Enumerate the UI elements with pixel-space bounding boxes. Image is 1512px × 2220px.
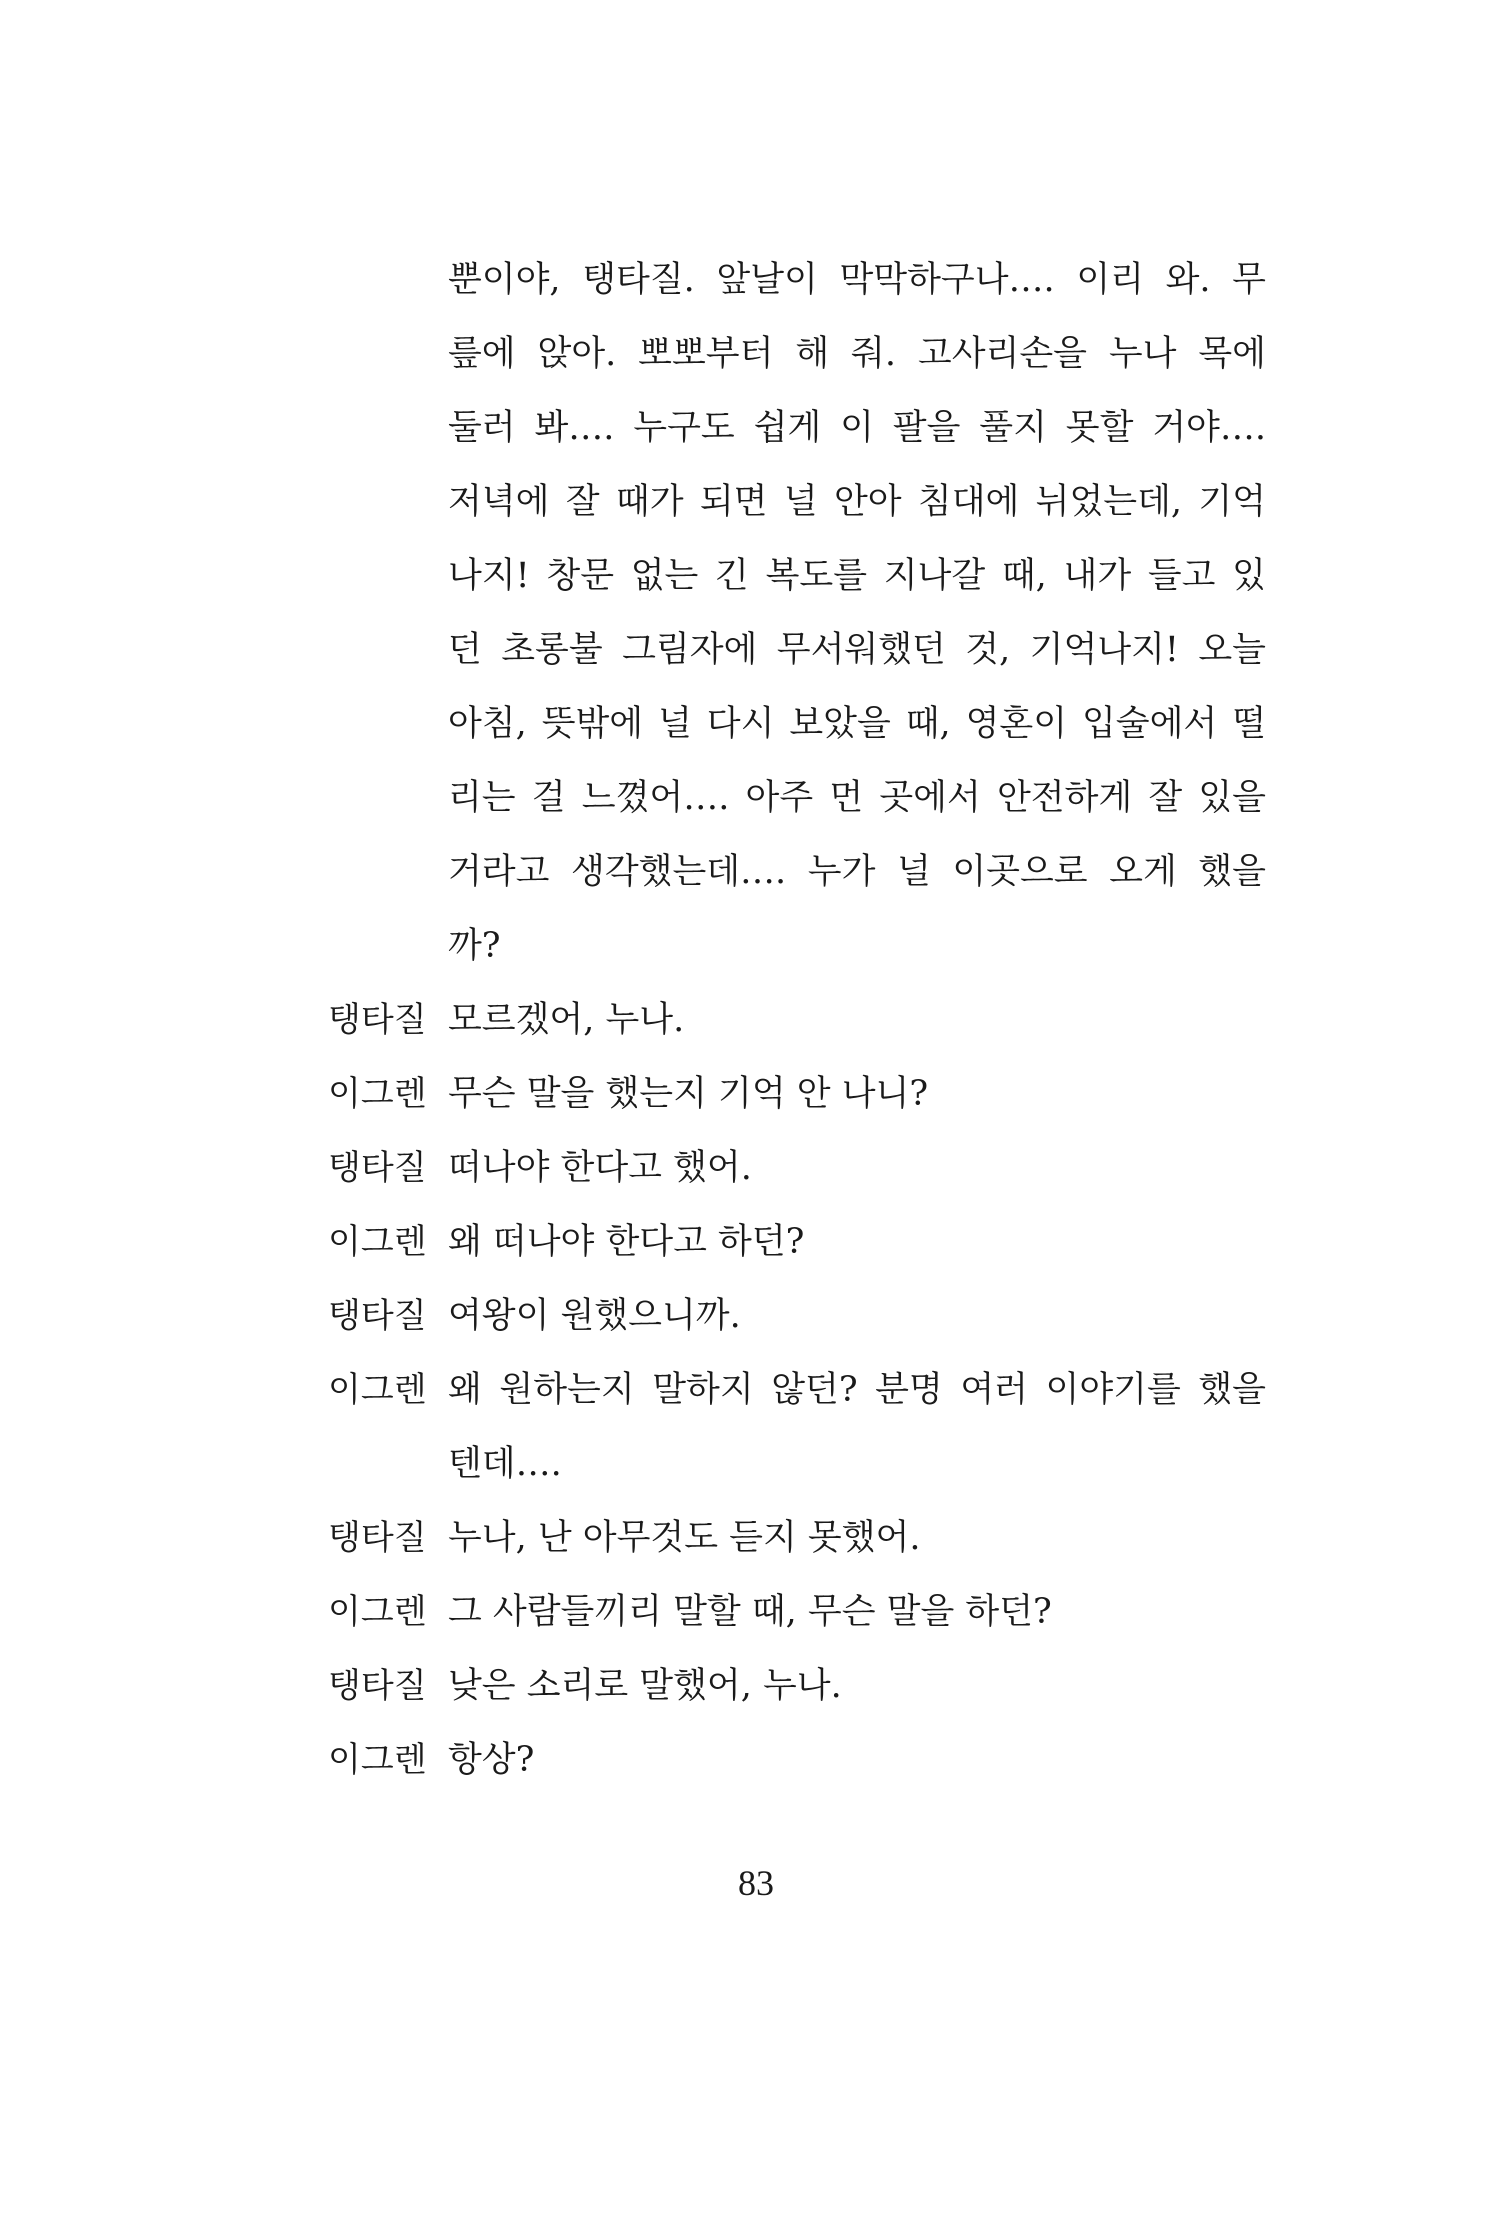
dialogue-text: 던 초롱불 그림자에 무서워했던 것, 기억나지! 오늘 [448, 630, 1266, 670]
dialogue-line [328, 539, 1268, 613]
dialogue-line [328, 909, 1268, 983]
play-script-body [328, 243, 1268, 1797]
dialogue-line [328, 1353, 1268, 1427]
dialogue-text: 저녁에 잘 때가 되면 널 안아 침대에 뉘었는데, 기억 [448, 482, 1266, 522]
dialogue-text: 누나, 난 아무것도 듣지 못했어. [448, 1518, 921, 1558]
dialogue-text: 뿐이야, 탱타질. 앞날이 막막하구나…. 이리 와. 무 [448, 260, 1266, 300]
dialogue-line [328, 1205, 1268, 1279]
dialogue-line [328, 1501, 1268, 1575]
dialogue-text: 그 사람들끼리 말할 때, 무슨 말을 하던? [448, 1592, 1052, 1632]
speaker-name: 이그렌 [328, 1740, 427, 1780]
speaker-name: 탱타질 [328, 1000, 427, 1040]
speaker-name: 탱타질 [328, 1518, 427, 1558]
speaker-name: 이그렌 [328, 1592, 427, 1632]
dialogue-text: 리는 걸 느꼈어…. 아주 먼 곳에서 안전하게 잘 있을 [448, 778, 1266, 818]
dialogue-line [328, 983, 1268, 1057]
speaker-name: 탱타질 [328, 1666, 427, 1706]
dialogue-text: 왜 떠나야 한다고 하던? [448, 1222, 805, 1262]
dialogue-text: 무슨 말을 했는지 기억 안 나니? [448, 1074, 929, 1114]
dialogue-line [328, 1427, 1268, 1501]
dialogue-text: 나지! 창문 없는 긴 복도를 지나갈 때, 내가 들고 있 [448, 556, 1266, 596]
speaker-name: 탱타질 [328, 1148, 427, 1188]
dialogue-line [328, 1279, 1268, 1353]
dialogue-line [328, 317, 1268, 391]
dialogue-text: 떠나야 한다고 했어. [448, 1148, 752, 1188]
speaker-name: 탱타질 [328, 1296, 427, 1336]
dialogue-text: 릎에 앉아. 뽀뽀부터 해 줘. 고사리손을 누나 목에 [448, 334, 1266, 374]
dialogue-text: 텐데…. [448, 1444, 562, 1484]
dialogue-text: 모르겠어, 누나. [448, 1000, 685, 1040]
speaker-name: 이그렌 [328, 1370, 427, 1410]
dialogue-line [328, 1131, 1268, 1205]
dialogue-line [328, 465, 1268, 539]
dialogue-line [328, 243, 1268, 317]
dialogue-text: 둘러 봐…. 누구도 쉽게 이 팔을 풀지 못할 거야…. [448, 408, 1266, 448]
page-number: 83 [738, 1863, 774, 1903]
dialogue-text: 까? [448, 926, 501, 966]
dialogue-line [328, 1057, 1268, 1131]
dialogue-text: 거라고 생각했는데…. 누가 널 이곳으로 오게 했을 [448, 852, 1266, 892]
dialogue-text: 왜 원하는지 말하지 않던? 분명 여러 이야기를 했을 [448, 1370, 1266, 1410]
speaker-name: 이그렌 [328, 1074, 427, 1114]
dialogue-line [328, 835, 1268, 909]
dialogue-line [328, 687, 1268, 761]
dialogue-line [328, 1575, 1268, 1649]
dialogue-line [328, 1723, 1268, 1797]
dialogue-text: 여왕이 원했으니까. [448, 1296, 741, 1336]
dialogue-text: 아침, 뜻밖에 널 다시 보았을 때, 영혼이 입술에서 떨 [448, 704, 1266, 744]
speaker-name: 이그렌 [328, 1222, 427, 1262]
dialogue-text: 항상? [448, 1740, 535, 1780]
dialogue-line [328, 613, 1268, 687]
dialogue-line [328, 391, 1268, 465]
dialogue-line [328, 1649, 1268, 1723]
dialogue-line [328, 761, 1268, 835]
dialogue-text: 낮은 소리로 말했어, 누나. [448, 1666, 842, 1706]
